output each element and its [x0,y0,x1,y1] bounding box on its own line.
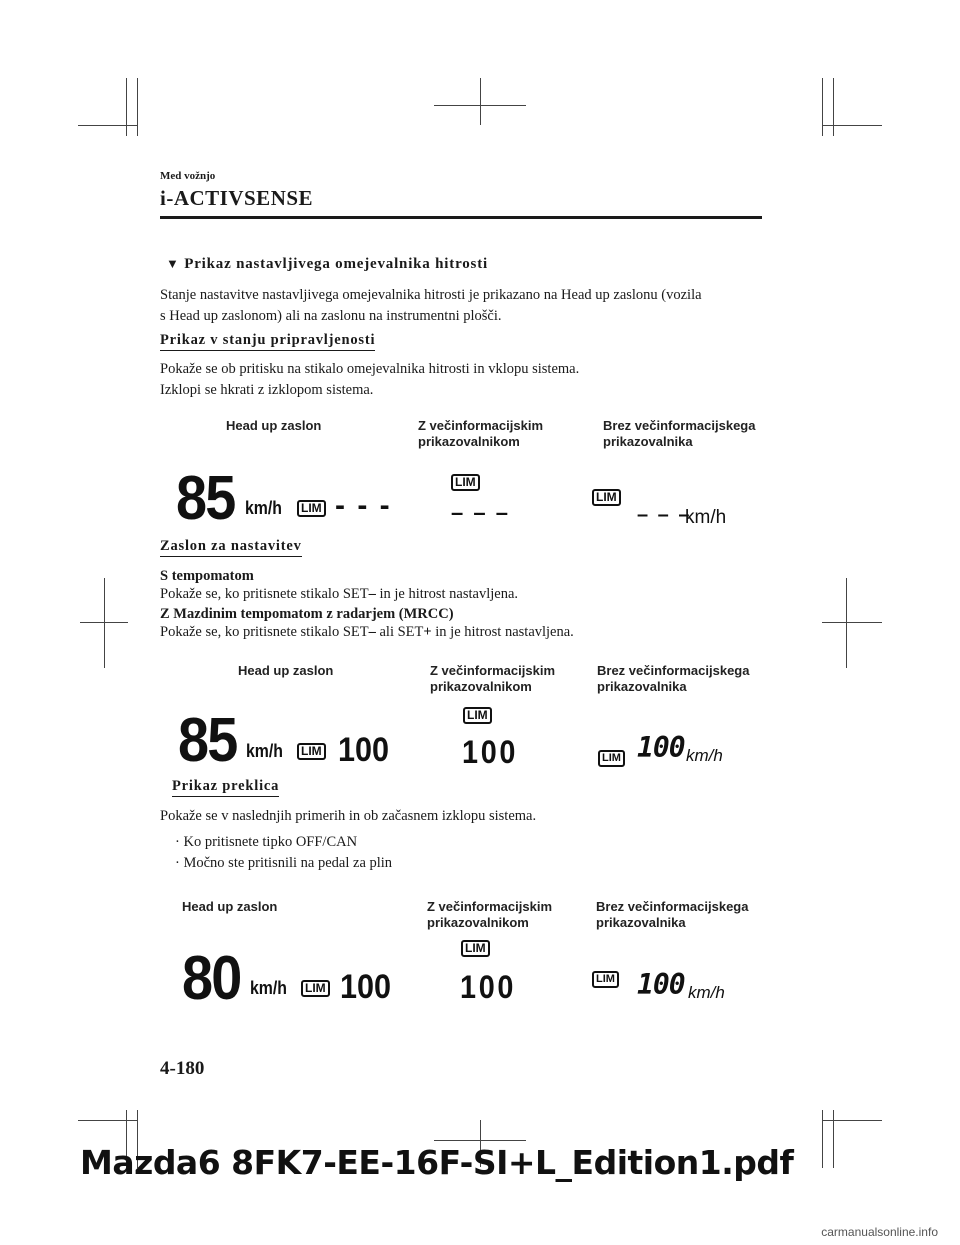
crop-mark [137,78,138,136]
lim-indicator-icon: LIM [297,500,326,517]
label-line: Z večinformacijskim [427,899,552,914]
label-line: prikazovalnika [596,915,686,930]
label-line: Brez večinformacijskega [596,899,749,914]
nomulti-unit: km/h [686,746,723,765]
document-filename: Mazda6 8FK7-EE-16F-SI+L_Edition1.pdf [80,1143,794,1182]
cruise-title: S tempomatom [160,568,254,584]
label-multi [430,663,555,695]
mrcc-text-part: in je hitrost nastavljena. [431,624,574,640]
cancel-list [175,832,392,874]
crop-mark [78,1120,138,1121]
label-line: prikazovalnika [597,679,687,694]
crop-mark [833,78,834,136]
intro-paragraph [160,285,770,327]
lim-indicator-icon: LIM [463,707,492,724]
label-nomulti [596,899,748,931]
lim-indicator-icon: LIM [297,743,326,760]
nomulti-dashes: – – – [637,504,692,526]
label-nomulti [597,663,749,695]
triangle-marker-icon: ▼ [166,256,180,271]
bullet-icon: · [175,834,180,850]
label-multi [427,899,552,931]
bullet-icon: · [175,855,180,871]
intro-line: s Head up zaslonom) ali na zaslonu na instrumentni plošči. [160,308,502,324]
crop-mark [434,105,526,106]
label-multi [418,418,543,450]
hud-set-speed: 100 [338,731,390,769]
label-line: Brez večinformacijskega [597,663,750,678]
list-item [175,832,392,853]
nomulti-unit: km/h [685,507,727,528]
crop-mark [78,125,138,126]
cancel-text: Pokaže se v naslednjih primerih in ob začasnem izklopu sistema. [160,808,537,824]
label-line: prikazovalnika [603,434,693,449]
lim-indicator-icon: LIM [592,489,621,506]
minus-icon: – [368,586,376,602]
lim-indicator-icon: LIM [592,971,619,988]
cruise-text-part: Pokaže se, ko pritisnete stikalo SET [160,586,369,602]
hud-unit: km/h [250,978,287,998]
standby-title: Prikaz v stanju pripravljenosti [160,332,375,351]
breadcrumb: Med vožnjo [160,170,216,182]
crop-mark [104,578,105,668]
section-heading [166,256,488,273]
hud-speed: 80 [182,944,241,1013]
cruise-text [160,584,518,605]
cruise-text-part: in je hitrost nastavljena. [375,586,519,602]
crop-mark [822,1110,823,1168]
page-title: i-ACTIVSENSE [160,186,314,210]
crop-mark [126,78,127,136]
label-nomulti [603,418,755,450]
label-hud: Head up zaslon [238,663,334,678]
crop-mark [846,578,847,668]
label-hud: Head up zaslon [226,418,322,433]
mrcc-text-part: ali SET [375,624,424,640]
nomulti-set-speed: 100 [637,731,685,764]
label-line: prikazovalnikom [427,915,529,930]
lim-indicator-icon: LIM [451,474,480,491]
mrcc-text [160,622,574,643]
mrcc-title: Z Mazdinim tempomatom z radarjem (MRCC) [160,606,454,622]
standby-paragraph [160,359,579,401]
list-item-text: Ko pritisnete tipko OFF/CAN [183,834,358,850]
watermark: carmanualsonline.info [821,1225,938,1239]
title-rule [160,216,762,219]
hud-unit: km/h [245,498,282,518]
plus-icon: + [423,624,432,640]
crop-mark [822,78,823,136]
section-heading-text: Prikaz nastavljivega omejevalnika hitrosti [184,256,488,272]
minus-icon: – [368,624,376,640]
hud-speed: 85 [176,464,235,533]
multi-set-speed: 100 [460,969,517,1005]
crop-mark [833,1110,834,1168]
nomulti-set-speed: 100 [637,968,685,1001]
hud-unit: km/h [246,741,283,761]
label-line: Z večinformacijskim [430,663,555,678]
lim-indicator-icon: LIM [598,750,625,767]
list-item [175,853,392,874]
crop-mark [822,1120,882,1121]
crop-mark [80,622,128,623]
crop-mark [434,1140,526,1141]
label-hud: Head up zaslon [182,899,278,914]
label-line: Z večinformacijskim [418,418,543,433]
mrcc-text-part: Pokaže se, ko pritisnete stikalo SET [160,624,369,640]
hud-dashes: - - - [335,489,392,522]
crop-mark [822,125,882,126]
lim-indicator-icon: LIM [301,980,330,997]
standby-line: Pokaže se ob pritisku na stikalo omejevalnika hitrosti in vklopu sistema. [160,361,580,377]
list-item-text: Močno ste pritisnili na pedal za plin [183,855,393,871]
standby-line: Izklopi se hkrati z izklopom sistema. [160,382,374,398]
setting-title: Zaslon za nastavitev [160,538,302,557]
label-line: prikazovalnikom [418,434,520,449]
page-number: 4-180 [160,1058,205,1079]
cancel-title: Prikaz preklica [172,778,279,797]
nomulti-unit: km/h [688,983,725,1002]
crop-mark [480,78,481,125]
lim-indicator-icon: LIM [461,940,490,957]
label-line: prikazovalnikom [430,679,532,694]
hud-set-speed: 100 [340,968,392,1006]
label-line: Brez večinformacijskega [603,418,756,433]
multi-dashes: – – – [451,500,510,525]
multi-set-speed: 100 [462,734,519,770]
hud-speed: 85 [178,706,237,775]
intro-line: Stanje nastavitve nastavljivega omejevalnika hitrosti je prikazano na Head up zaslonu (vozila [160,287,702,303]
crop-mark [822,622,882,623]
